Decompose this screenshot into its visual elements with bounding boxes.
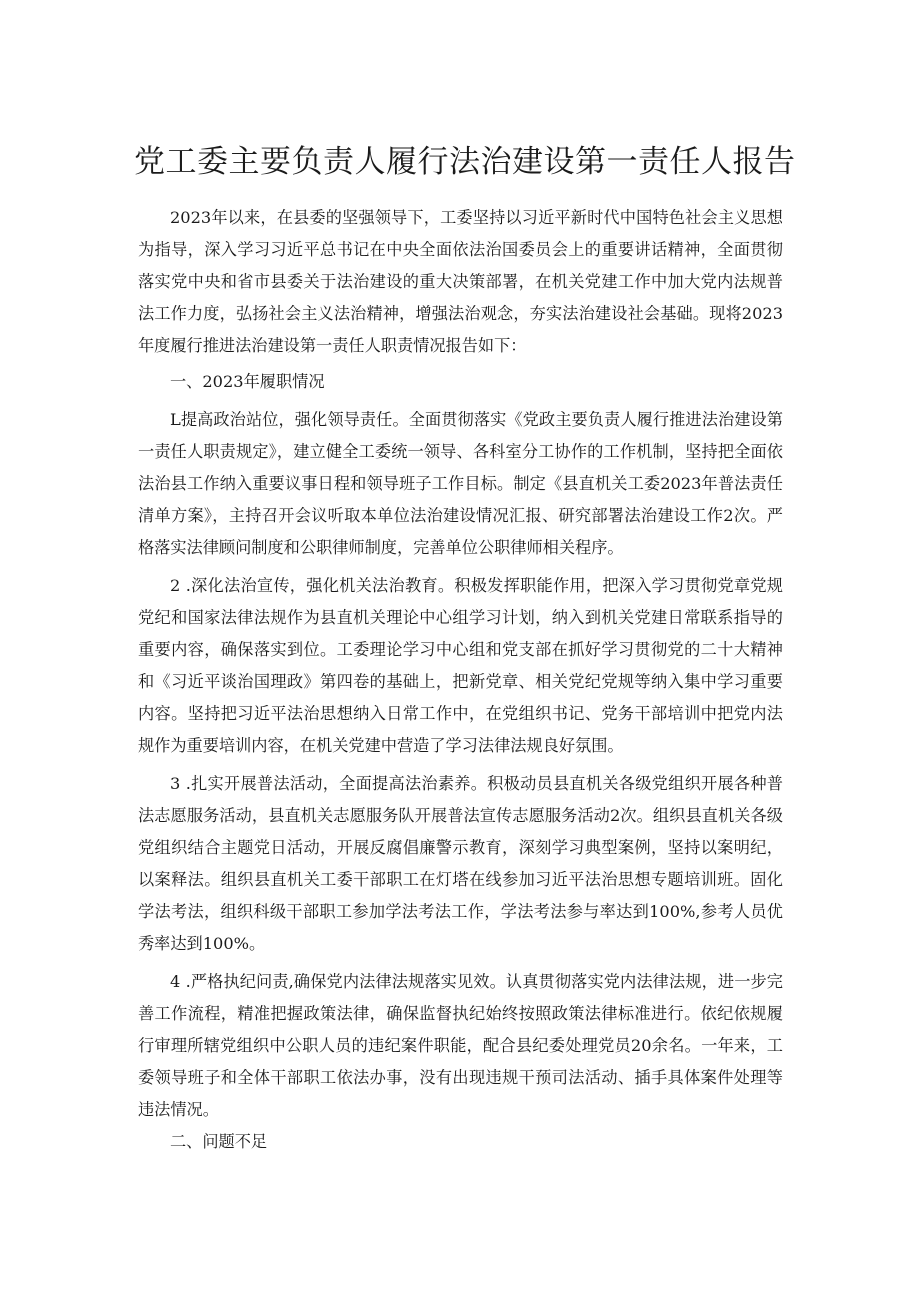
intro-paragraph: 2023年以来，在县委的坚强领导下，工委坚持以习近平新时代中国特色社会主义思想为指导，深入学习习近平总书记在中央全面依法治国委员会上的重要讲话精神，全面贯彻落实党中央和省市县委关于法治建设的重大决策部署，在机关党建工作中加大党内法规普法工作力度，弘扬社会主义法治精神，增强法治观念，夯实法治建设社会基础。现将2023年度履行推进法治建设第一责任人职责情况报告如下：	[138, 208, 783, 355]
document-title: 党工委主要负责人履行法治建设第一责任人报告	[134, 144, 796, 180]
section-heading-performance: 一、2023年履职情况	[170, 372, 325, 391]
item-paragraph-3: 3 .扎实开展普法活动，全面提高法治素养。积极动员县直机关各级党组织开展各种普法志愿服务活动，县直机关志愿服务队开展普法宣传志愿服务活动2次。组织县直机关各级党组织结合主题党日活动，开展反腐倡廉警示教育，深刻学习典型案例，坚持以案明纪，以案释法。组织县直机关工委干部职工在灯塔在线参加习近平法治思想专题培训班。固化学法考法，组织科级干部职工参加学法考法工作，学法考法参与率达到100%,参考人员优秀率达到100%。	[138, 774, 783, 953]
section-heading-problems: 二、问题不足	[170, 1132, 268, 1151]
item-paragraph-2: 2 .深化法治宣传，强化机关法治教育。积极发挥职能作用，把深入学习贯彻党章党规党纪和国家法律法规作为县直机关理论中心组学习计划，纳入到机关党建日常联系指导的重要内容，确保落实到位。工委理论学习中心组和党支部在抓好学习贯彻党的二十大精神和《习近平谈治国理政》第四卷的基础上，把新党章、相关党纪党规等纳入集中学习重要内容。坚持把习近平法治思想纳入日常工作中，在党组织书记、党务干部培训中把党内法规作为重要培训内容，在机关党建中营造了学习法律法规良好氛围。	[138, 576, 783, 755]
item-paragraph-1: L提高政治站位，强化领导责任。全面贯彻落实《党政主要负责人履行推进法治建设第一责任人职责规定》，建立健全工委统一领导、各科室分工协作的工作机制，坚持把全面依法治县工作纳入重要议事日程和领导班子工作目标。制定《县直机关工委2023年普法责任清单方案》，主持召开会议听取本单位法治建设情况汇报、研究部署法治建设工作2次。严格落实法律顾问制度和公职律师制度，完善单位公职律师相关程序。	[138, 410, 783, 557]
item-paragraph-4: 4 .严格执纪问责,确保党内法律法规落实见效。认真贯彻落实党内法律法规，进一步完善工作流程，精准把握政策法律，确保监督执纪始终按照政策法律标准进行。依纪依规履行审理所辖党组织中公职人员的违纪案件职能，配合县纪委处理党员20余名。一年来，工委领导班子和全体干部职工依法办事，没有出现违规干预司法活动、插手具体案件处理等违法情况。	[138, 972, 783, 1119]
